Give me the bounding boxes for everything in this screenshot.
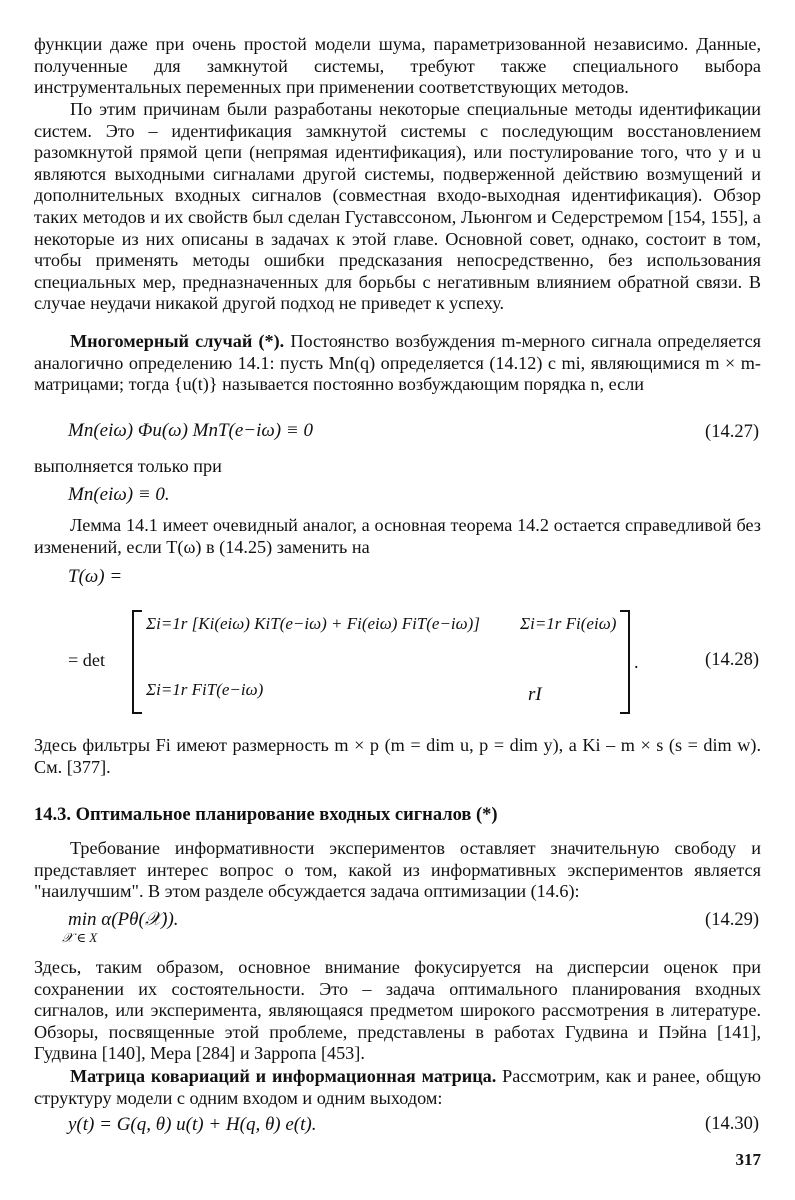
det-label: = det: [68, 650, 106, 670]
equation-number-14-27: (14.27): [705, 422, 759, 442]
paragraph-filters: Здесь фильтры Fi имеют размерность m × p (m = dim u, p = dim y), а Ki – m × s (s = dim w). См. [377].: [34, 735, 761, 777]
paragraph-multivariable: [34, 331, 761, 396]
equation-14-27: Mn(eiω) Φu(ω) MnT(e−iω) ≡ 0: [68, 420, 313, 441]
equation-number-14-28: (14.28): [705, 650, 759, 670]
paragraph-intro: функции даже при очень простой модели шума, параметризованной независимо. Данные, полученные для замкнутой системы, требуют также специального выбора инструментальных переменных при применении соответствующих методов.: [34, 34, 761, 98]
paragraph-multivariable-text: Постоянство возбуждения m-мерного сигнала определяется аналогично определению 14.1: пусть Mn(q) определяется (14.12) с mi, являющимися m × m-матрицами; тогда {u(t)} называется постоянно возбуждающим порядка n, если: [34, 331, 762, 395]
runin-multivariable: Многомерный случай (*).: [70, 331, 285, 351]
equation-t-omega-lhs: T(ω) =: [68, 566, 123, 587]
runin-covariance: Матрица ковариаций и информационная матрица.: [70, 1066, 497, 1086]
paragraph-covariance-text: Рассмотрим, как и ранее, общую структуру модели с одним входом и одним выходом:: [34, 1066, 762, 1108]
equation-number-14-29: (14.29): [705, 910, 759, 930]
matrix-cell-22: rI: [528, 684, 542, 705]
equation-14-29: min α(Pθ(𝒳)).: [68, 909, 179, 930]
paragraph-lemma: Лемма 14.1 имеет очевидный аналог, а основная теорема 14.2 остается справедливой без изменений, если T(ω) в (14.25) заменить на: [34, 515, 761, 557]
equation-14-30: y(t) = G(q, θ) u(t) + H(q, θ) e(t).: [68, 1114, 317, 1135]
paragraph-covariance-matrix: [34, 1066, 761, 1109]
text-only-when: выполняется только при: [34, 456, 222, 476]
matrix-cell-11: Σi=1r [Ki(eiω) KiT(e−iω) + Fi(eiω) FiT(e−iω)]: [146, 614, 480, 633]
equation-14-29-subscript: 𝒳 ∈ X: [62, 930, 98, 945]
page-number: 317: [735, 1150, 761, 1169]
matrix-right-bracket: [620, 610, 630, 714]
equation-zero-condition: Mn(eiω) ≡ 0.: [68, 484, 170, 505]
matrix-cell-21: Σi=1r FiT(e−iω): [146, 680, 264, 699]
paragraph-focus-variance: Здесь, таким образом, основное внимание фокусируется на дисперсии оценок при сохранении их состоятельности. Это – задача оптимального планирования входных сигналов, или эксперимента, являющаяся предметом широкого рассмотрения в литературе. Обзоры, посвященные этой проблеме, представлены в работах Гудвина и Пэйна [141], Гудвина [140], Мера [284] и Зарропа [453].: [34, 957, 761, 1064]
paragraph-closed-loop-methods: По этим причинам были разработаны некоторые специальные методы идентификации систем. Это – идентификация замкнутой системы с последующим восстановлением разомкнутой прямой цепи (непрямая идентификация), или постулирование того, что y и u являются выходными сигналами другой системы, подверженной действию возмущений и дополнительных входных сигналов (совместная входо-выходная идентификация). Обзор таких методов и их свойств был сделан Густавссоном, Льюнгом и Седерстремом [154, 155], а некоторые из них описаны в задачах к этой главе. Основной совет, однако, состоит в том, чтобы применять методы ошибки предсказания непосредственно, без использования специальных мер, предназначенных для борьбы с негативным влиянием обратной связи. В случае неудачи никакой другой подход не приведет к успеху.: [34, 99, 761, 314]
matrix-left-bracket: [132, 610, 142, 714]
matrix-cell-12: Σi=1r Fi(eiω): [520, 614, 617, 633]
section-heading-14-3: 14.3. Оптимальное планирование входных сигналов (*): [34, 805, 498, 825]
document-page: функции даже при очень простой модели шума, параметризованной независимо. Данные, полученные для замкнутой системы, требуют также специального выбора инструментальных переменных при применении соответствующих методов. По этим причинам были разработаны некоторые специальные методы идентификации систем. Это – идентификация замкнутой системы с последующим восстановлением разомкнутой прямой цепи (непрямая идентификация), или постулирование того, что y и u являются выходными сигналами другой системы, подверженной действию возмущений и дополнительных входных сигналов (совместная входо-выходная идентификация). Обзор таких методов и их свойств был сделан Густавссоном, Льюнгом и Седерстремом [154, 155], а некоторые из них описаны в задачах к этой главе. Основной совет, однако, состоит в том, чтобы применять методы ошибки предсказания непосредственно, без использования специальных мер, предназначенных для борьбы с негативным влиянием обратной связи. В случае неудачи никакой другой подход не приведет к успеху. Многомерный случай (*). Постоянство возбуждения m-мерного сигнала определяется аналогично определению 14.1: пусть Mn(q) определяется (14.12) с mi, являющимися m × m-матрицами; тогда {u(t)} называется постоянно возбуждающим порядка n, если Mn(eiω) Φu(ω) MnT(e−iω) ≡ 0 (14.27) выполняется только при Mn(eiω) ≡ 0. Лемма 14.1 имеет очевидный аналог, а основная теорема 14.2 остается справедливой без изменений, если T(ω) в (14.25) заменить на T(ω) = = det Σi=1r [Ki(eiω) KiT(e−iω) + Fi(eiω) FiT(e−iω)] Σi=1r Fi(eiω) Σi=1r FiT(e−iω) rI . (14.28) Здесь фильтры Fi имеют размерность m × p (m = dim u, p = dim y), а Ki – m × s (s = dim w). См. [377]. 14.3. Оптимальное планирование входных сигналов (*) Требование информативности экспериментов оставляет значительную свободу и представляет интерес вопрос о том, какой из информативных экспериментов является "наилучшим". В этом разделе обсуждается задача оптимизации (14.6): min α(Pθ(𝒳)). 𝒳 ∈ X (14.29) Здесь, таким образом, основное внимание фокусируется на дисперсии оценок при сохранении их состоятельности. Это – задача оптимального планирования входных сигналов, или эксперимента, являющаяся предметом широкого рассмотрения в литературе. Обзоры, посвященные этой проблеме, представлены в работах Гудвина и Пэйна [141], Гудвина [140], Мера [284] и Зарропа [453]. Матрица ковариаций и информационная матрица. Рассмотрим, как и ранее, общую структуру модели с одним входом и одним выходом: y(t) = G(q, θ) u(t) + H(q, θ) e(t). (14.30) 317: [34, 34, 762, 1169]
equation-number-14-30: (14.30): [705, 1114, 759, 1134]
paragraph-informativeness: Требование информативности экспериментов оставляет значительную свободу и представляет интерес вопрос о том, какой из информативных экспериментов является "наилучшим". В этом разделе обсуждается задача оптимизации (14.6):: [34, 838, 761, 902]
